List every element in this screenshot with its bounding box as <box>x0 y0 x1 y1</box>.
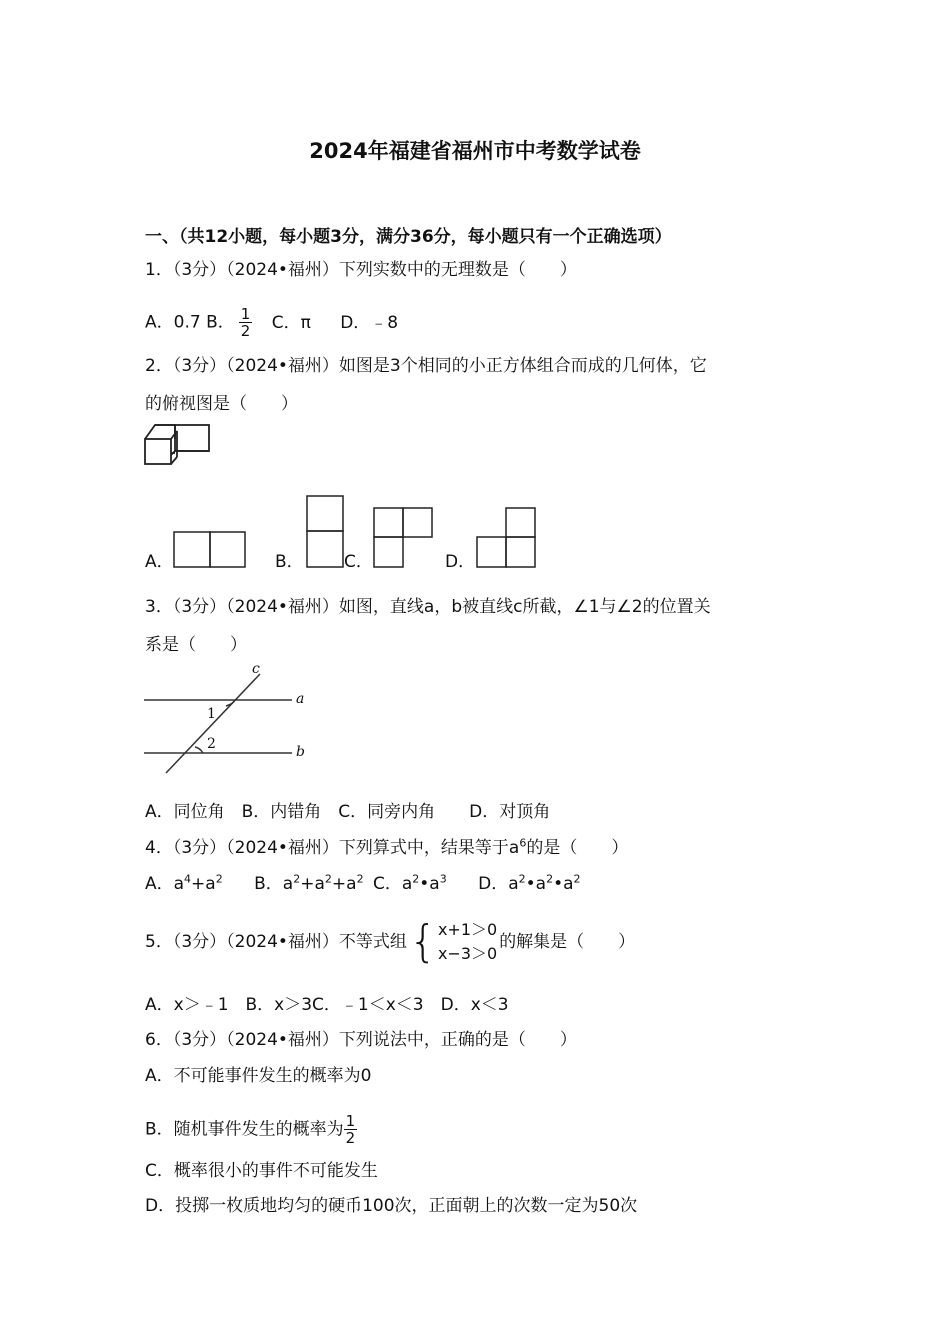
angle-2-label: 2 <box>207 736 216 752</box>
q3-parallel-lines-figure <box>140 660 310 775</box>
q6-option-a: A．不可能事件发生的概率为0 <box>145 1066 372 1086</box>
q4-stem <box>145 837 628 859</box>
q6-option-b-text: B．随机事件发生的概率为 <box>145 1119 344 1140</box>
q4-stem-tail: 的是（ ） <box>526 838 629 858</box>
q2-cube-figure <box>143 423 213 467</box>
q4-option-c: C．$a^2•a^3$ <box>372 872 447 894</box>
q3-stem-line2: 系是（ ） <box>145 635 247 655</box>
q6-fraction: $\frac{1}{2}$ <box>345 1112 356 1147</box>
q4-option-b: B．$a^2+a^2+a^2$ <box>254 872 364 894</box>
q5-inequality-1: x+1＞0 <box>437 920 498 939</box>
q1-option-c: C．π <box>271 312 311 333</box>
q4-stem-exponent: 6 <box>519 836 527 850</box>
q5-stem-tail: 的解集是（ ） <box>499 932 636 952</box>
q5-options: A．x＞﹣1 B．x＞3C．﹣1＜x＜3 D．x＜3 <box>145 995 509 1015</box>
q2-option-d-figure <box>476 507 538 569</box>
q4-stem-text: 4．（3分）（2024•福州）下列算式中，结果等于a <box>145 838 520 858</box>
q6-option-b <box>145 1113 361 1146</box>
q4-option-a: A．$a^4+a^2$ <box>145 872 223 894</box>
q4-options <box>145 873 581 895</box>
q1-option-d: D．﹣8 <box>340 312 399 333</box>
q3-stem-line1: 3．（3分）（2024•福州）如图，直线a，b被直线c所截，∠1与∠2的位置关 <box>145 597 711 617</box>
q2-option-b-label: B． <box>275 552 304 572</box>
q2-stem-line2: 的俯视图是（ ） <box>145 394 298 414</box>
q5-stem <box>145 914 635 970</box>
q1-options <box>145 306 398 339</box>
line-c-label: c <box>252 661 260 677</box>
left-brace-icon: { <box>408 916 437 967</box>
q5-inequality-2: x−3＞0 <box>437 944 498 963</box>
q6-option-c: C．概率很小的事件不可能发生 <box>145 1161 378 1181</box>
q1-option-a: A．0.7 <box>145 312 201 333</box>
fraction-numerator: 1 <box>240 305 251 323</box>
q5-stem-text: 5．（3分）（2024•福州）不等式组 <box>145 932 407 952</box>
q2-option-c-label: C． <box>344 552 373 572</box>
q2-option-b-figure <box>306 495 346 569</box>
q4-option-d: D．$a^2•a^2•a^2$ <box>478 872 581 894</box>
q1-option-b: B． <box>206 312 235 333</box>
q3-options: A．同位角 B．内错角 C．同旁内角 D．对顶角 <box>145 802 551 822</box>
section-heading: 一、（共12小题，每小题3分，满分36分，每小题只有一个正确选项） <box>145 227 672 247</box>
fraction-denominator: 2 <box>240 322 251 340</box>
q2-option-d-label: D． <box>445 552 476 572</box>
q6-stem: 6．（3分）（2024•福州）下列说法中，正确的是（ ） <box>145 1030 577 1050</box>
q2-option-a-figure <box>173 531 247 569</box>
q2-option-a-label: A． <box>145 552 174 572</box>
line-a-label: a <box>296 691 305 707</box>
q6-option-d: D．投掷一枚质地均匀的硬币100次，正面朝上的次数一定为50次 <box>145 1196 638 1216</box>
q1-stem: 1．（3分）（2024•福州）下列实数中的无理数是（ ） <box>145 260 577 280</box>
line-b-label: b <box>296 744 305 760</box>
q1-fraction <box>239 306 253 339</box>
exam-title: 2024年福建省福州市中考数学试卷 <box>309 139 641 163</box>
q2-option-c-figure <box>373 507 435 569</box>
angle-1-label: 1 <box>207 706 216 722</box>
q2-stem-line1: 2．（3分）（2024•福州）如图是3个相同的小正方体组合而成的几何体，它 <box>145 356 707 376</box>
q5-inequality-system <box>409 918 497 966</box>
